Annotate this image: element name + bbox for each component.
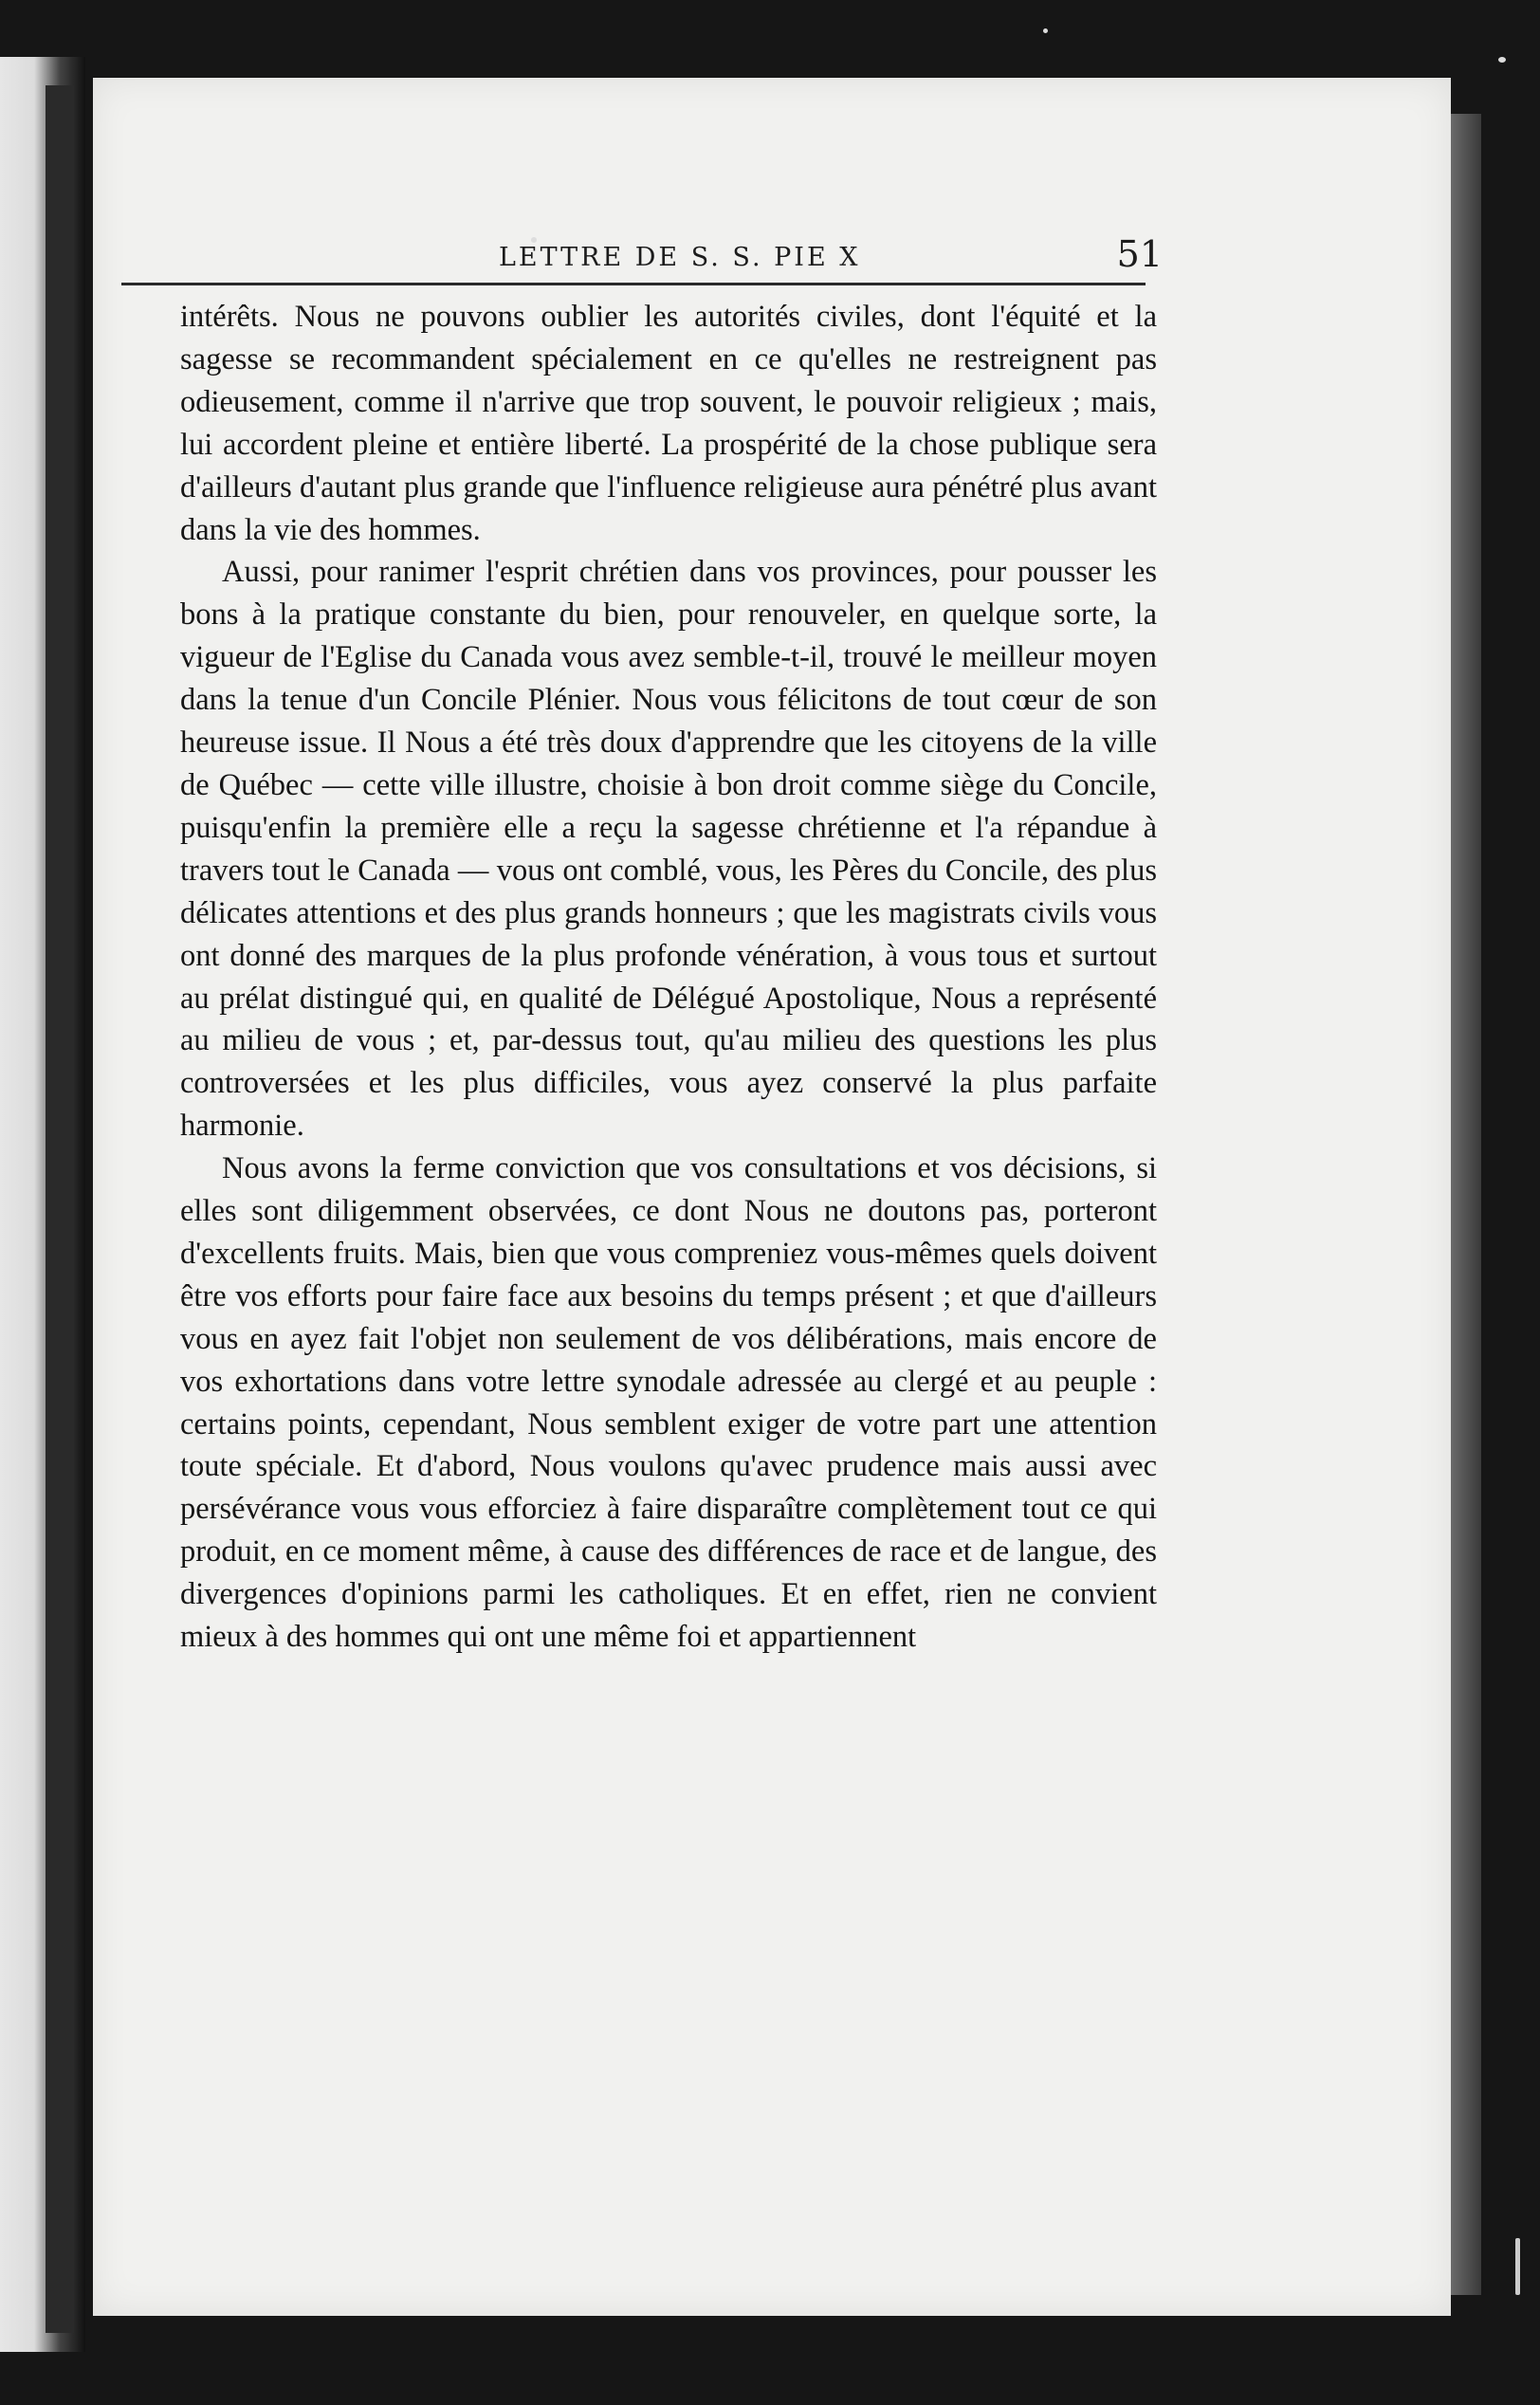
paragraph: intérêts. Nous ne pouvons oublier les autorités civiles, dont l'équité et la sagesse se recommandent spécialement en ce qu'elles ne restreignent pas odieusement, comme il n'arrive que trop souvent, le pouvoir religieux ; mais, lui accordent pleine et entière liberté. La prospérité de la chose publique sera d'ailleurs d'autant plus grande que l'influence religieuse aura pénétré plus avant dans la vie des hommes. [180, 300, 1157, 547]
running-title: LETTRE DE S. S. PIE X [499, 243, 861, 272]
header-rule [121, 283, 1146, 285]
page-number: 51 [1116, 233, 1163, 275]
dust-speck [1498, 57, 1506, 63]
body-text [180, 296, 1157, 1659]
page-header [119, 228, 1163, 285]
book-gutter [46, 85, 74, 2333]
dust-speck [1043, 28, 1048, 33]
dust-speck [1515, 2238, 1520, 2295]
paragraph: Nous avons la ferme conviction que vos consultations et vos décisions, si elles sont diligemment observées, ce dont Nous ne doutons pas, porteront d'excellents fruits. Mais, bien que vous compreniez vous-mêmes quels doivent être vos efforts pour faire face aux besoins du temps présent ; et que d'ailleurs vous en ayez fait l'objet non seulement de vos délibérations, mais encore de vos exhortations dans votre lettre synodale adressée au clergé et au peuple : certains points, cependant, Nous semblent exiger de votre part une attention toute spéciale. Et d'abord, Nous voulons qu'avec prudence mais aussi avec persévérance vous vous efforciez à faire disparaître complètement tout ce qui produit, en ce moment même, à cause des différences de race et de langue, des divergences d'opinions parmi les catholiques. Et en effet, rien ne convient mieux à des hommes qui ont une même foi et appartiennent [180, 1151, 1157, 1655]
paragraph: Aussi, pour ranimer l'esprit chrétien dans vos provinces, pour pousser les bons à la pratique constante du bien, pour renouveler, en quelque sorte, la vigueur de l'Eglise du Canada vous avez semble-t-il, trouvé le meilleur moyen dans la tenue d'un Concile Plénier. Nous vous félicitons de tout cœur de son heureuse issue. Il Nous a été très doux d'apprendre que les citoyens de la ville de Québec — cette ville illustre, choisie à bon droit comme siège du Concile, puisqu'enfin la première elle a reçu la sagesse chrétienne et l'a répandue à travers tout le Canada — vous ont comblé, vous, les Pères du Concile, des plus délicates attentions et des plus grands honneurs ; que les magistrats civils vous ont donné des marques de la plus profonde vénération, à vous tous et surtout au prélat distingué qui, en qualité de Délégué Apostolique, Nous a représenté au milieu de vous ; et, par-dessus tout, qu'au milieu des questions les plus controversées et les plus difficiles, vous ayez conservé la plus parfaite harmonie. [180, 555, 1157, 1144]
book-fore-edge [1451, 114, 1481, 2295]
